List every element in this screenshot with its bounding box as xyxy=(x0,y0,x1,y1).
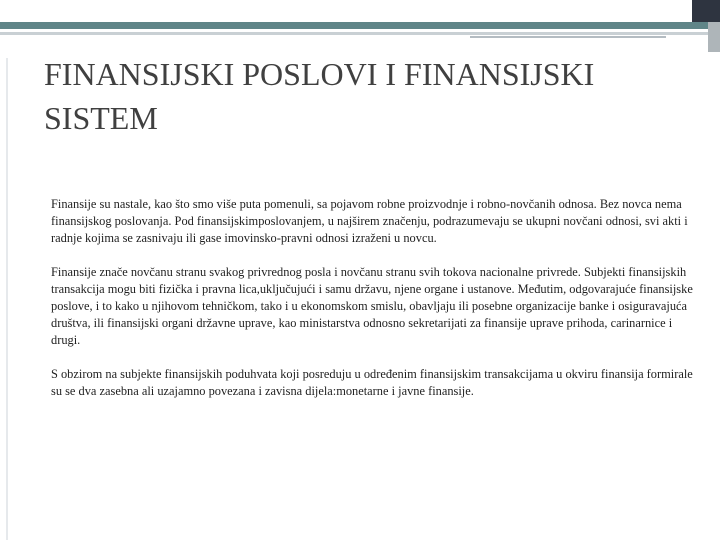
left-margin-rule xyxy=(6,58,8,540)
header-divider-line xyxy=(0,32,720,35)
slide-title xyxy=(44,52,684,140)
paragraph-2: Finansije znače novčanu stranu svakog privrednog posla i novčanu stranu svih tokova nacionalne privrede. Subjekti finansijskih transakcija mogu biti fizička i pravna lica,uključujući i samu državu, njene organe i ustanove. Međutim, odgovarajuće finansijske poslove, i to kako u njihovom tehničkom, tako i u ekonomskom smislu, obavljaju ili posebne organizacije banke i osiguravajuća društva, ili finansijski organi državne uprave, kao ministarstva odnosno sekretarijati za finansije uprave prihoda, carinarnice i drugi. xyxy=(51,265,693,347)
slide-title-line-1: FINANSIJSKI POSLOVI I FINANSIJSKI xyxy=(44,56,595,92)
top-band xyxy=(0,0,720,22)
header-accent-bar xyxy=(0,22,710,29)
slide-title-line-2: SISTEM xyxy=(44,100,158,136)
paragraph-3: S obzirom na subjekte finansijskih poduhvata koji posreduju u određenim finansijskim transakcijama u okviru finansija formirale su se dva zasebna ali uzajamno povezana i zavisna dijela:monetarne i javne finansije. xyxy=(51,367,693,399)
header-corner-block xyxy=(708,22,720,52)
paragraph-1: Finansije su nastale, kao što smo više puta pomenuli, sa pojavom robne proizvodnje i robno-novčanih odnosa. Bez novca nema finansijskog poslovanja. Pod finansijskimposlovanjem, u najširem značenju, podrazumevaju se ukupni novčani odnosi, svi akti i radnje kojima se zasnivaju ili gase imovinsko-pravni odnosi izraženi u novcu. xyxy=(51,197,688,245)
header-divider-line-secondary xyxy=(470,36,666,38)
slide-body xyxy=(51,196,703,418)
top-right-dark-block xyxy=(692,0,720,22)
